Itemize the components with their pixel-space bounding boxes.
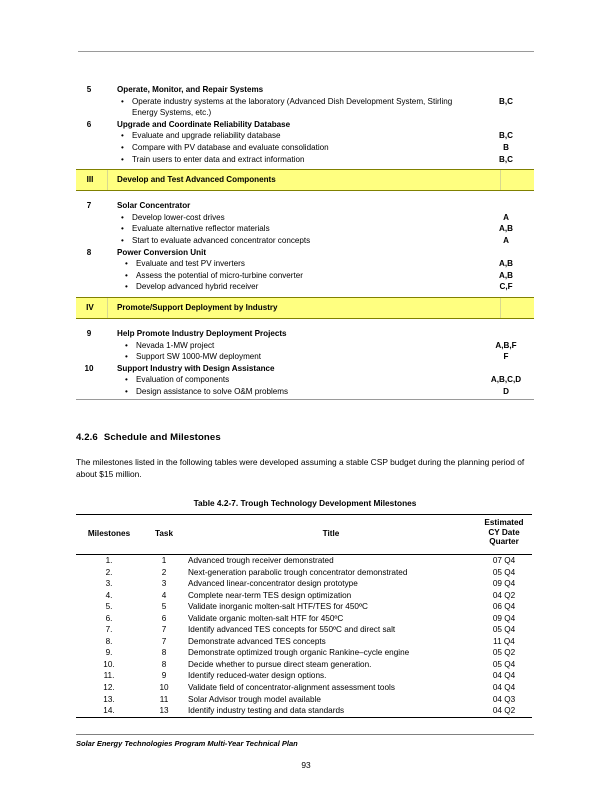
band-numeral: III <box>86 175 94 185</box>
table-row <box>76 555 532 567</box>
cell-task: 1 <box>161 556 167 565</box>
cell-title: Complete near-term TES design optimization <box>188 590 352 600</box>
bullet-dot-icon: • <box>125 282 128 292</box>
cell-milestone: 10. <box>103 659 115 669</box>
bullet-code: A,B <box>499 270 513 280</box>
cell-date: 04 Q4 <box>492 683 516 693</box>
table-caption: Table 4.2-7. Trough Technology Development Milestones <box>193 498 417 508</box>
cell-milestone: 7. <box>105 625 113 635</box>
task-title: Operate, Monitor, and Repair Systems <box>117 85 264 94</box>
bullet-dot-icon: • <box>121 212 124 222</box>
task-heading <box>76 84 534 96</box>
cell-title: Next-generation parabolic trough concentrator demonstrated <box>188 567 408 577</box>
estimated-line1: Estimated <box>484 518 524 527</box>
bullet-text: Evaluate alternative reflector materials <box>132 224 270 234</box>
task-number: 8 <box>86 247 92 257</box>
table-row <box>76 636 532 648</box>
cell-date: 09 Q4 <box>492 613 516 623</box>
cell-milestone: 11. <box>103 671 115 681</box>
estimated-line3: Quarter <box>489 537 519 547</box>
section-band-III <box>76 169 534 191</box>
task-bullet <box>76 154 534 166</box>
cell-milestone: 4. <box>105 590 113 600</box>
band-separator <box>107 298 108 318</box>
cell-title: Decide whether to pursue direct steam generation. <box>188 659 372 669</box>
section-number: 4.2.6 <box>76 432 98 443</box>
bullet-code: B,C <box>499 96 513 106</box>
cell-task: 7 <box>161 625 167 635</box>
bullet-code: D <box>503 386 509 396</box>
cell-date: 05 Q4 <box>492 659 516 669</box>
table-bottom-rule <box>76 717 532 718</box>
band-numeral: IV <box>86 302 94 312</box>
section-heading <box>76 432 221 443</box>
cell-date: 07 Q4 <box>492 556 516 565</box>
milestones-table <box>76 514 532 718</box>
cell-milestone: 9. <box>105 648 113 658</box>
bullet-code: A <box>503 235 509 245</box>
task-bullet <box>76 374 534 386</box>
task-title: Solar Concentrator <box>117 201 191 211</box>
task-title: Power Conversion Unit <box>117 247 207 257</box>
cell-milestone: 6. <box>105 613 113 623</box>
bullet-dot-icon: • <box>121 235 124 245</box>
task-heading <box>76 119 534 131</box>
bullet-code: B <box>503 142 509 152</box>
bullet-code: B,C <box>499 131 513 141</box>
bullet-text: Train users to enter data and extract information <box>132 154 305 164</box>
page-number: 93 <box>301 760 311 770</box>
task-number: 7 <box>86 201 92 211</box>
cell-task: 13 <box>159 706 169 716</box>
band-title: Promote/Support Deployment by Industry <box>117 302 278 312</box>
task-group-7 <box>76 200 534 246</box>
bullet-code: A,B <box>499 259 513 269</box>
cell-date: 05 Q2 <box>492 648 516 658</box>
bullet-text: Evaluate and test PV inverters <box>136 259 245 269</box>
bullet-dot-icon: • <box>121 142 124 152</box>
cell-milestone: 8. <box>105 636 113 646</box>
bullet-code: C,F <box>499 282 513 292</box>
task-bullet <box>76 386 534 398</box>
band-separator-right <box>500 298 501 318</box>
cell-milestone: 3. <box>105 579 113 589</box>
body-paragraph: The milestones listed in the following tables were developed assuming a stable CSP budget during the planning period of about $15 million. <box>76 457 525 479</box>
task-bullet <box>76 130 534 142</box>
task-group-10 <box>76 363 534 398</box>
table-header-row <box>76 515 532 554</box>
section-title: Schedule and Milestones <box>103 432 221 443</box>
bullet-dot-icon: • <box>125 340 128 350</box>
spacer <box>76 191 534 200</box>
task-heading <box>76 247 534 259</box>
task-bullet <box>76 235 534 247</box>
cell-title: Demonstrate optimized trough organic Rankine–cycle engine <box>188 648 410 658</box>
cell-title: Advanced trough receiver demonstrated <box>188 556 334 565</box>
task-bullet <box>76 270 534 282</box>
section-band-IV <box>76 297 534 319</box>
column-header-milestones: Milestones <box>87 529 131 538</box>
cell-task: 9 <box>161 671 167 681</box>
bullet-code: F <box>503 352 509 362</box>
column-header-estimated-date <box>476 518 532 547</box>
task-heading <box>76 363 534 375</box>
cell-title: Identify advanced TES concepts for 550ºC and direct salt <box>188 625 396 635</box>
cell-milestone: 5. <box>105 602 113 612</box>
cell-title: Validate inorganic molten-salt HTF/TES for 450ºC <box>188 602 368 612</box>
cell-milestone: 12. <box>103 683 115 693</box>
bullet-dot-icon: • <box>125 352 128 362</box>
task-bullet <box>76 96 534 119</box>
footer-text: Solar Energy Technologies Program Multi-Year Technical Plan <box>76 739 298 748</box>
footer-rule <box>76 734 534 735</box>
cell-task: 11 <box>159 694 169 704</box>
task-group-9 <box>76 328 534 363</box>
cell-date: 09 Q4 <box>492 579 516 589</box>
cell-title: Identify reduced-water design options. <box>188 671 327 681</box>
table-row <box>76 567 532 579</box>
table-row <box>76 601 532 613</box>
bullet-dot-icon: • <box>125 375 128 385</box>
cell-date: 06 Q4 <box>492 602 516 612</box>
task-title: Support Industry with Design Assistance <box>117 363 275 373</box>
bullet-text: Design assistance to solve O&M problems <box>136 386 289 396</box>
task-heading <box>76 328 534 340</box>
cell-task: 6 <box>161 613 167 623</box>
cell-title: Identify industry testing and data standards <box>188 706 345 716</box>
cell-title: Demonstrate advanced TES concepts <box>188 636 326 646</box>
table-row <box>76 624 532 636</box>
task-bullet <box>76 212 534 224</box>
cell-title: Solar Advisor trough model available <box>188 694 321 704</box>
task-bullet <box>76 340 534 352</box>
column-header-title: Title <box>322 529 340 538</box>
bullet-dot-icon: • <box>121 224 124 234</box>
task-bullet <box>76 223 534 235</box>
cell-milestone: 2. <box>105 567 113 577</box>
bullet-text: Operate industry systems at the laboratory (Advanced Dish Development System, Stirling Energy Systems, etc.) <box>132 96 453 118</box>
estimated-line2: CY Date <box>488 527 520 537</box>
cell-title: Advanced linear-concentrator design prototype <box>188 579 358 589</box>
bullet-dot-icon: • <box>121 96 124 106</box>
task-number: 9 <box>86 328 92 338</box>
bullet-dot-icon: • <box>121 131 124 141</box>
cell-title: Validate field of concentrator-alignment assessment tools <box>188 683 395 693</box>
table-body <box>76 555 532 717</box>
cell-title: Validate organic molten-salt HTF for 450ºC <box>188 613 344 623</box>
bullet-text: Develop advanced hybrid receiver <box>136 282 259 292</box>
table-row <box>76 578 532 590</box>
bullet-text: Evaluate and upgrade reliability database <box>132 131 281 141</box>
task-number: 5 <box>86 85 92 94</box>
bullet-dot-icon: • <box>125 259 128 269</box>
task-bullet <box>76 258 534 270</box>
task-outline <box>76 84 534 400</box>
task-title: Upgrade and Coordinate Reliability Database <box>117 119 291 129</box>
table-row <box>76 694 532 706</box>
spacer <box>76 319 534 328</box>
table-row <box>76 647 532 659</box>
cell-task: 7 <box>161 636 167 646</box>
task-group-5 <box>76 84 534 119</box>
task-heading <box>76 200 534 212</box>
cell-date: 04 Q4 <box>492 671 516 681</box>
table-row <box>76 670 532 682</box>
bullet-text: Assess the potential of micro-turbine converter <box>136 270 303 280</box>
task-group-6 <box>76 119 534 165</box>
task-title: Help Promote Industry Deployment Projects <box>117 328 287 338</box>
cell-task: 5 <box>161 602 167 612</box>
task-bullet <box>76 351 534 363</box>
band-separator-right <box>500 170 501 190</box>
cell-task: 8 <box>161 648 167 658</box>
task-group-8 <box>76 247 534 293</box>
task-bullet <box>76 281 534 293</box>
bullet-dot-icon: • <box>125 386 128 396</box>
band-separator <box>107 170 108 190</box>
cell-task: 3 <box>161 579 167 589</box>
cell-task: 2 <box>161 567 167 577</box>
cell-date: 04 Q2 <box>492 706 516 716</box>
outline-bottom-rule <box>76 399 534 400</box>
bullet-code: B,C <box>499 154 513 164</box>
task-number: 10 <box>84 363 94 373</box>
cell-milestone: 13. <box>103 694 115 704</box>
table-row <box>76 590 532 602</box>
column-header-task: Task <box>154 529 174 538</box>
table-row <box>76 682 532 694</box>
task-bullet <box>76 142 534 154</box>
bullet-text: Develop lower-cost drives <box>132 212 225 222</box>
cell-task: 10 <box>159 683 169 693</box>
band-title: Develop and Test Advanced Components <box>117 175 276 185</box>
cell-task: 4 <box>161 590 167 600</box>
table-row <box>76 659 532 671</box>
task-number: 6 <box>86 119 92 129</box>
bullet-text: Evaluation of components <box>136 375 230 385</box>
bullet-code: A,B <box>499 224 513 234</box>
bullet-text: Start to evaluate advanced concentrator concepts <box>132 235 311 245</box>
bullet-code: A,B,F <box>495 340 517 350</box>
cell-date: 04 Q2 <box>492 590 516 600</box>
bullet-code: A,B,C,D <box>490 375 522 385</box>
cell-task: 8 <box>161 659 167 669</box>
bullet-text: Support SW 1000-MW deployment <box>136 352 262 362</box>
table-row <box>76 613 532 625</box>
cell-date: 11 Q4 <box>493 636 515 646</box>
bullet-text: Compare with PV database and evaluate consolidation <box>132 142 329 152</box>
bullet-dot-icon: • <box>121 154 124 164</box>
bullet-dot-icon: • <box>125 270 128 280</box>
cell-milestone: 1. <box>105 556 113 565</box>
header-rule <box>78 51 534 52</box>
bullet-text: Nevada 1-MW project <box>136 340 215 350</box>
bullet-code: A <box>503 212 509 222</box>
cell-milestone: 14. <box>103 706 115 716</box>
cell-date: 05 Q4 <box>492 625 516 635</box>
cell-date: 04 Q3 <box>492 694 516 704</box>
table-row <box>76 705 532 717</box>
cell-date: 05 Q4 <box>492 567 516 577</box>
